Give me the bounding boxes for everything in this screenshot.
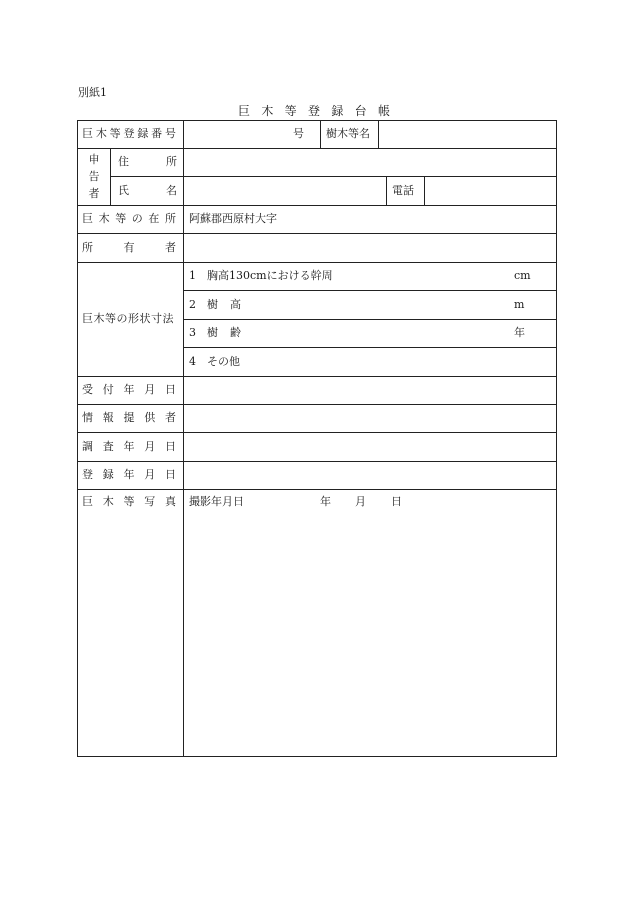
table-border-left — [77, 120, 78, 757]
reg-number-suffix: 号 — [293, 127, 304, 140]
location-value: 阿蘇郡西原村大字 — [189, 212, 277, 225]
informant-label: 情 報 提 供 者 — [82, 411, 176, 424]
shape-item-number: 2 — [189, 298, 196, 311]
row-divider — [77, 404, 556, 405]
shape-item-number: 1 — [189, 269, 196, 282]
registration-date-label: 登 録 年 月 日 — [82, 468, 176, 481]
table-border-right — [556, 120, 557, 757]
address-label: 住 所 — [118, 155, 177, 168]
height-unit: m — [514, 298, 525, 311]
cell-divider — [320, 120, 321, 148]
row-divider — [183, 347, 556, 348]
height-label: 樹 高 — [207, 298, 241, 311]
row-divider — [77, 376, 556, 377]
row-divider — [183, 290, 556, 291]
girth-label: 胸高130cmにおける幹周 — [207, 269, 333, 282]
row-divider — [77, 432, 556, 433]
row-divider — [183, 319, 556, 320]
attachment-label: 別紙1 — [78, 86, 107, 99]
other-label: その他 — [207, 355, 240, 368]
photo-date-day: 日 — [391, 495, 402, 508]
declarant-divider — [110, 148, 111, 205]
row-divider — [77, 148, 556, 149]
photo-date-label: 撮影年月日 — [189, 495, 244, 508]
name-label: 氏 名 — [118, 184, 177, 197]
row-divider — [77, 489, 556, 490]
shape-item-number: 4 — [189, 355, 196, 368]
row-divider — [110, 176, 556, 177]
photo-date-year: 年 — [320, 495, 331, 508]
photo-date-month: 月 — [355, 495, 366, 508]
owner-label: 所 有 者 — [82, 241, 176, 254]
table-border-top — [77, 120, 556, 121]
row-divider — [77, 262, 556, 263]
received-date-label: 受 付 年 月 日 — [82, 383, 176, 396]
age-unit: 年 — [514, 326, 525, 339]
row-divider — [77, 205, 556, 206]
row-divider — [77, 461, 556, 462]
phone-label: 電話 — [392, 184, 414, 197]
cell-divider — [424, 176, 425, 205]
row-divider — [77, 233, 556, 234]
shape-label: 巨木等の形状寸法 — [82, 312, 174, 325]
tree-name-label: 樹木等名 — [326, 127, 370, 140]
photo-area — [184, 510, 556, 756]
reg-number-label: 巨 木 等 登 録 番 号 — [82, 127, 176, 140]
declarant-label: 申 告 者 — [88, 153, 100, 200]
photo-label: 巨 木 等 写 真 — [82, 495, 176, 508]
cell-divider — [386, 176, 387, 205]
age-label: 樹 齢 — [207, 326, 241, 339]
document-title: 巨 木 等 登 録 台 帳 — [238, 104, 390, 118]
girth-unit: cm — [514, 269, 531, 282]
survey-date-label: 調 査 年 月 日 — [82, 440, 176, 453]
location-label: 巨 木 等 の 在 所 — [82, 212, 176, 225]
cell-divider — [378, 120, 379, 148]
table-border-bottom — [77, 756, 557, 757]
shape-item-number: 3 — [189, 326, 196, 339]
